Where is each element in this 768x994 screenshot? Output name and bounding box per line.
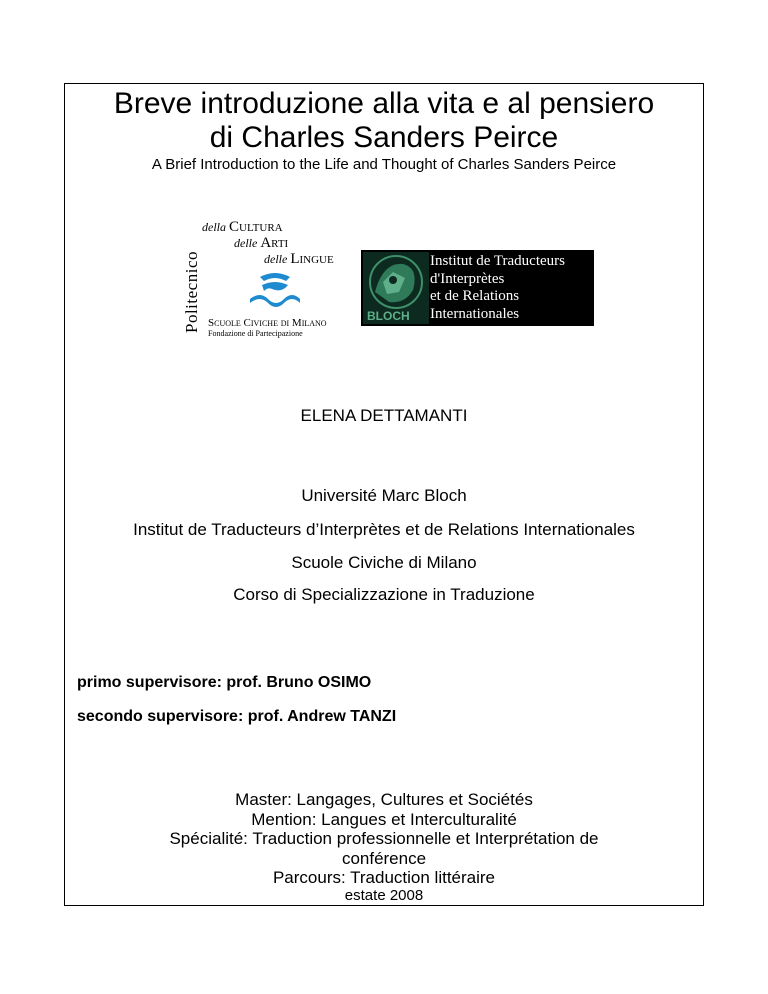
title-line-2: di Charles Sanders Peirce (209, 121, 559, 154)
specialite-line-cont: conférence (341, 849, 427, 868)
affiliation-course: Corso di Specializzazione in Traduzione (233, 585, 535, 604)
itiri-line-4: Internationales (430, 305, 520, 322)
affiliation-institute: Institut de Traducteurs d’Interprètes et de Relations Internationales (133, 520, 635, 539)
specialite-line: Spécialité: Traduction professionnelle et Interprétation de (169, 829, 599, 848)
first-supervisor: primo supervisore: prof. Bruno OSIMO (77, 674, 372, 691)
parcours-line: Parcours: Traduction littéraire (272, 868, 496, 887)
affiliation-scuole: Scuole Civiche di Milano (291, 553, 477, 572)
title-page-frame (64, 83, 704, 906)
itiri-text (430, 253, 565, 323)
second-supervisor: secondo supervisore: prof. Andrew TANZI (77, 708, 397, 725)
page-title (65, 87, 703, 155)
itiri-line-2: d'Interprètes (430, 270, 505, 287)
date-label: estate 2008 (344, 887, 424, 904)
mention-line: Mention: Langues et Interculturalité (251, 810, 517, 829)
university-seal-icon (363, 252, 429, 324)
scuole-civiche-label: Scuole Civiche di Milano (208, 317, 327, 329)
itiri-logo (361, 250, 594, 326)
master-line: Master: Langages, Cultures et Sociétés (235, 790, 533, 809)
affiliation-university: Université Marc Bloch (301, 486, 467, 505)
subtitle: A Brief Introduction to the Life and Thought of Charles Sanders Peirce (151, 156, 617, 173)
fondazione-label: Fondazione di Partecipazione (208, 329, 303, 338)
politecnico-vertical-text: Politecnico (182, 251, 201, 333)
itiri-line-1: Institut de Traducteurs (430, 253, 565, 269)
logo-line-cultura: della Cultura (202, 219, 283, 235)
logo-line-arti: delle Arti (234, 235, 289, 251)
logo-line-lingue: delle Lingue (264, 251, 334, 267)
wave-emblem-icon (246, 271, 304, 313)
seal-label: BLOCH (367, 309, 410, 323)
author-name: ELENA DETTAMANTI (300, 406, 468, 425)
itiri-line-3: et de Relations (430, 288, 520, 304)
politecnico-logo (182, 217, 348, 338)
title-line-1: Breve introduzione alla vita e al pensiero (113, 87, 655, 120)
